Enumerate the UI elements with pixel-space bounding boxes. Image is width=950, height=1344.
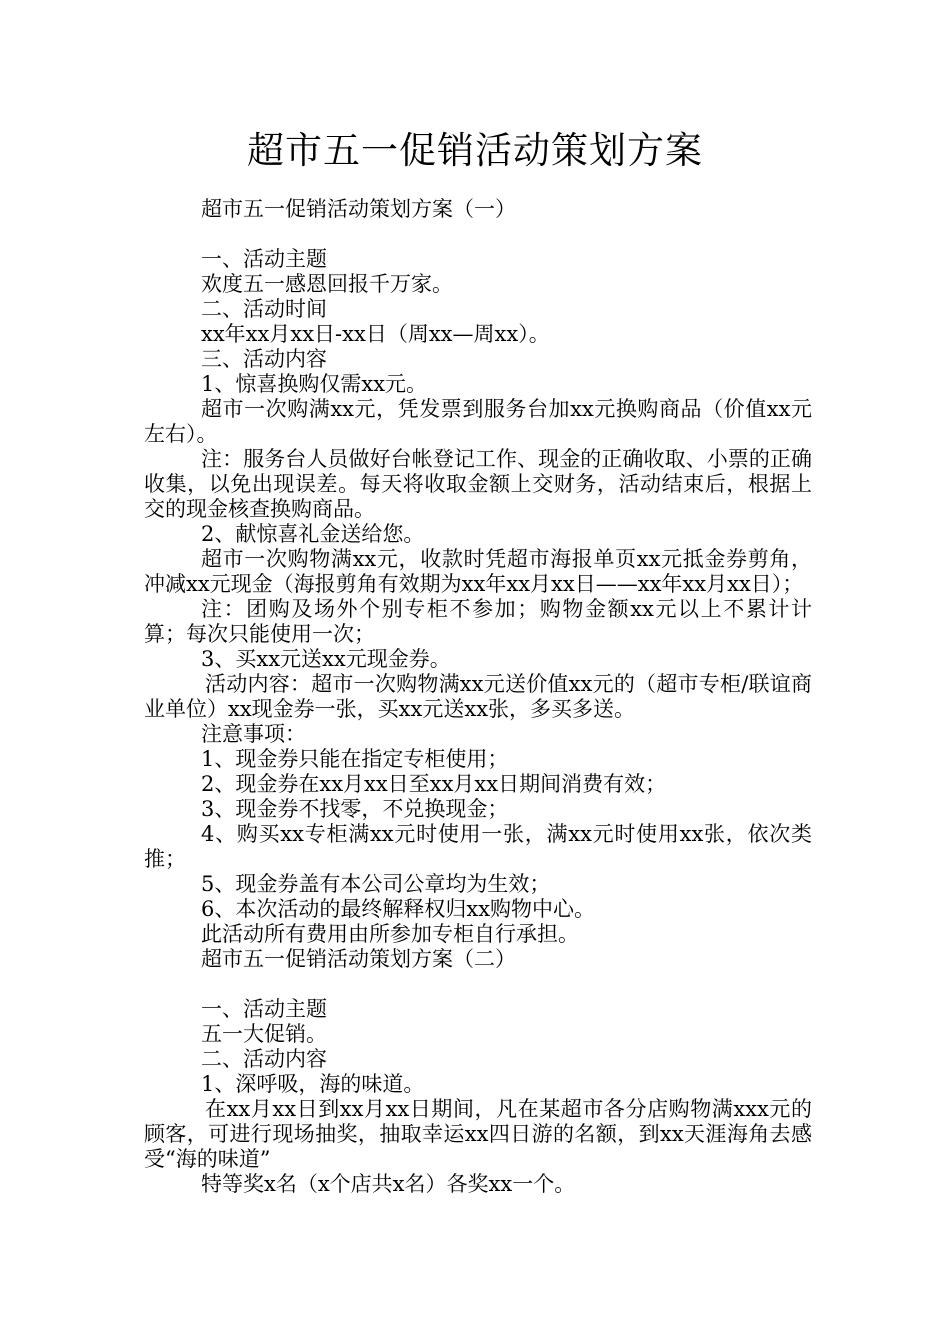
paragraph: 在xx月xx日到xx月xx日期间，凡在某超市各分店购物满xxx元的顾客，可进行现场抽奖，抽取幸运xx四日游的名额，到xx天涯海角去感受“海的味道” [144,1097,812,1171]
paragraph: 此活动所有费用由所参加专柜自行承担。 [201,922,579,946]
paragraph: 超市一次购物满xx元，收款时凭超市海报单页xx元抵金券剪角，冲减xx元现金（海报剪角有效期为xx年xx月xx日——xx年xx月xx日）； [144,547,812,596]
list-item: 4、购买xx专柜满xx元时使用一张，满xx元时使用xx张，依次类推； [144,822,812,871]
heading-activity-theme: 一、活动主题 [201,247,327,271]
list-item: 1、深呼吸，海的味道。 [201,1072,425,1096]
list-item: 1、惊喜换购仅需xx元。 [201,372,428,396]
list-item: 2、现金券在xx月xx日至xx月xx日期间消费有效； [201,772,667,796]
paragraph: 活动内容：超市一次购物满xx元送价值xx元的（超市专柜/联谊商业单位）xx现金券一张，买xx元送xx张，多买多送。 [144,672,812,721]
section-heading-plan-two: 超市五一促销活动策划方案（二） [201,947,516,971]
list-item: 2、献惊喜礼金送给您。 [201,522,425,546]
paragraph: 五一大促销。 [201,1022,327,1046]
paragraph: 欢度五一感恩回报千万家。 [201,272,453,296]
heading-activity-content: 二、活动内容 [201,1047,327,1071]
section-heading-plan-one: 超市五一促销活动策划方案（一） [201,197,516,221]
list-item: 3、买xx元送xx元现金券。 [201,647,451,671]
paragraph: xx年xx月xx日-xx日（周xx—周xx）。 [201,322,550,346]
document-title: 超市五一促销活动策划方案 [247,129,703,172]
heading-activity-content: 三、活动内容 [201,347,327,371]
list-item: 6、本次活动的最终解释权归xx购物中心。 [201,897,596,921]
heading-activity-theme: 一、活动主题 [201,997,327,1021]
heading-activity-time: 二、活动时间 [201,297,327,321]
list-item: 1、现金券只能在指定专柜使用； [201,747,509,771]
document-body [144,197,812,1197]
paragraph: 超市一次购满xx元，凭发票到服务台加xx元换购商品（价值xx元左右）。 [144,397,812,446]
list-item: 3、现金券不找零，不兑换现金； [201,797,509,821]
list-item: 5、现金券盖有本公司公章均为生效； [201,872,551,896]
note-paragraph: 注：服务台人员做好台帐登记工作、现金的正确收取、小票的正确收集，以免出现误差。每天将收取金额上交财务，活动结束后，根据上交的现金核查换购商品。 [144,447,812,521]
notes-heading: 注意事项： [201,722,306,746]
note-paragraph: 注：团购及场外个别专柜不参加；购物金额xx元以上不累计计算；每次只能使用一次； [144,597,812,646]
paragraph: 特等奖x名（x个店共x名）各奖xx一个。 [201,1172,576,1196]
